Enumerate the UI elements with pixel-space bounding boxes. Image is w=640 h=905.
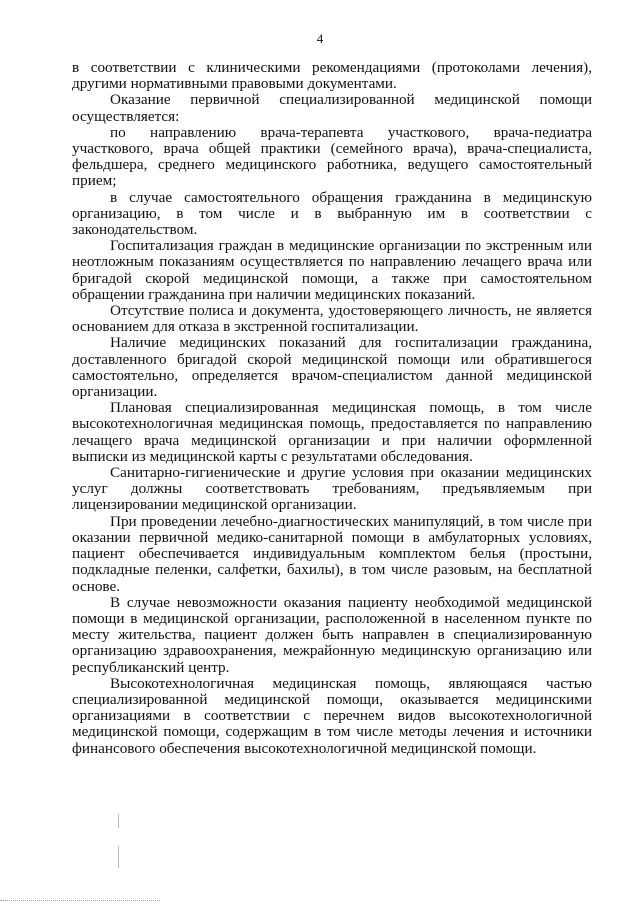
paragraph-primary-care-intro: Оказание первичной специализированной медицинской помощи осуществляется: bbox=[72, 91, 592, 125]
paragraph-linen-kit: При проведении лечебно-диагностических манипуляций, в том числе при оказании первичной медико-санитарной помощи в амбулаторных условиях, пациент обеспечивается индивидуальным комплектом белья (простыни, подкладные пеленки, салфетки, бахилы), в том числе разовым, на бесплатной основе. bbox=[72, 512, 592, 595]
paragraph-planned-care: Плановая специализированная медицинская помощь, в том числе высокотехнологичная медицинская помощь, предоставляется по направлению лечащего врача медицинской организации и при наличии оформленной выписки из медицинской карты с результатами обследования. bbox=[72, 399, 592, 465]
scan-artifact-mark bbox=[118, 814, 119, 828]
scan-artifact-mark bbox=[118, 846, 119, 868]
paragraph-high-tech-care: Высокотехнологичная медицинская помощь, являющаяся частью специализированной медицинской помощи, оказывается медицинскими организациями в соответствии с перечнем видов высокотехнологичной медицинской помощи, содержащим в том числе методы лечения и источники финансового обеспечения высокотехнологичной медицинской помощи. bbox=[72, 674, 592, 757]
paragraph-continuation: в соответствии с клиническими рекомендациями (протоколами лечения), другими нормативными правовыми документами. bbox=[72, 59, 592, 93]
page-number: 4 bbox=[316, 31, 324, 46]
scan-bottom-edge bbox=[0, 900, 160, 905]
paragraph-no-policy: Отсутствие полиса и документа, удостоверяющего личность, не является основанием для отказа в экстренной госпитализации. bbox=[72, 302, 592, 336]
paragraph-referral-elsewhere: В случае невозможности оказания пациенту необходимой медицинской помощи в медицинской организации, расположенной в населенном пункте по месту жительства, пациент должен быть направлен в специализированную организацию здравоохранения, межрайонную медицинскую организацию или республиканский центр. bbox=[72, 593, 592, 676]
document-body bbox=[72, 60, 592, 757]
paragraph-self-referral: в случае самостоятельного обращения гражданина в медицинскую организацию, в том числе и в выбранную им в соответствии с законодательством. bbox=[72, 188, 592, 239]
paragraph-hospitalization: Госпитализация граждан в медицинские организации по экстренным или неотложным показаниям осуществляется по направлению лечащего врача или бригадой скорой медицинской помощи, а также при самостоятельном обращении гражданина при наличии медицинских показаний. bbox=[72, 237, 592, 303]
paragraph-referral: по направлению врача-терапевта участкового, врача-педиатра участкового, врача общей практики (семейного врача), врача-специалиста, фельдшера, среднего медицинского работника, ведущего самостоятельный прием; bbox=[72, 123, 592, 190]
paragraph-medical-indications: Наличие медицинских показаний для госпитализации гражданина, доставленного бригадой скорой медицинской помощи или обратившегося самостоятельно, определяется врачом-специалистом данной медицинской организации. bbox=[72, 334, 592, 401]
paragraph-sanitary-conditions: Санитарно-гигиенические и другие условия при оказании медицинских услуг должны соответствовать требованиям, предъявляемым при лицензировании медицинской организации. bbox=[72, 464, 592, 514]
